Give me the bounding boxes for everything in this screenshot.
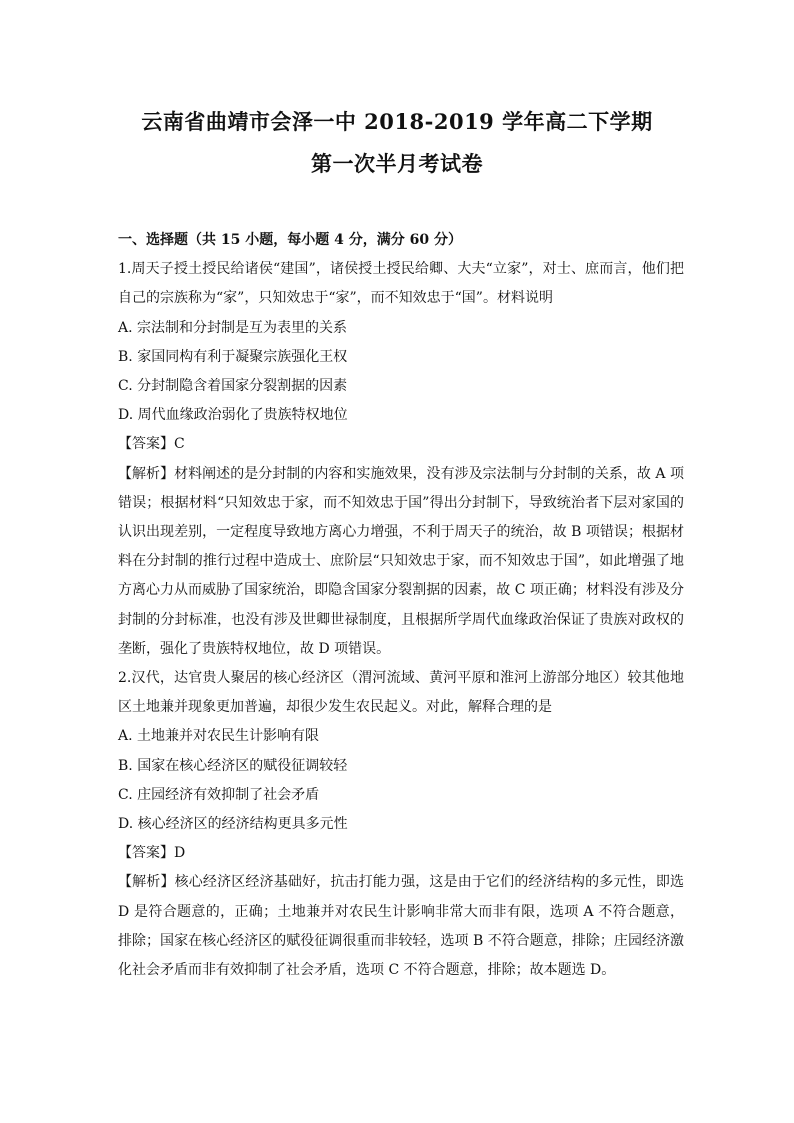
answer-line <box>118 430 684 459</box>
analysis-label: 【解析】 <box>118 874 175 891</box>
analysis-paragraph <box>118 460 684 664</box>
answer-line <box>118 839 684 868</box>
exam-content <box>118 226 684 985</box>
option-c: C. 庄园经济有效抑制了社会矛盾 <box>118 786 320 803</box>
option-a: A. 宗法制和分封制是互为表里的关系 <box>118 319 348 336</box>
option-d: D. 核心经济区的经济结构更具多元性 <box>118 816 348 833</box>
answer-label: 【答案】 <box>118 436 174 453</box>
question-stem: 2.汉代，达官贵人聚居的核心经济区（渭河流域、黄河平原和淮河上游部分地区）较其他地区土地兼并现象更加普遍，却很少发生农民起义。对此，解释合理的是 <box>118 670 684 716</box>
question-1 <box>118 255 684 664</box>
section-heading: 一、选择题（共 15 小题，每小题 4 分，满分 60 分） <box>118 232 462 248</box>
exam-title-line2: 第一次半月考试卷 <box>311 151 483 176</box>
question-2 <box>118 664 684 985</box>
analysis-label: 【解析】 <box>118 465 175 482</box>
analysis-text: 核心经济区经济基础好，抗击打能力强，这是由于它们的经济结构的多元性，即选 D 是符合题意的，正确；土地兼并对农民生计影响非常大而非有限，选项 A 不符合题意，排除；国家在核心经济区的赋役征调很重而非较轻，选项 B 不符合题意，排除；庄园经济激化社会矛盾而非有效抑制了社会矛盾，选项 C 不符合题意，排除；故本题选 D。 <box>118 874 685 979</box>
option-a: A. 土地兼并对农民生计影响有限 <box>118 728 320 745</box>
question-stem: 1.周天子授土授民给诸侯“建国”，诸侯授土授民给卿、大夫“立家”，对士、庶而言，他们把自己的宗族称为“家”，只知效忠于“家”，而不知效忠于“国”。材料说明 <box>118 261 684 307</box>
answer-value: D <box>174 845 186 862</box>
option-b: B. 家国同构有利于凝聚宗族强化王权 <box>118 348 348 365</box>
answer-label: 【答案】 <box>118 845 174 862</box>
option-d: D. 周代血缘政治弱化了贵族特权地位 <box>118 407 348 424</box>
option-b: B. 国家在核心经济区的赋役征调较轻 <box>118 757 348 774</box>
analysis-paragraph <box>118 868 684 985</box>
answer-value: C <box>174 436 185 453</box>
option-c: C. 分封制隐含着国家分裂割据的因素 <box>118 378 348 395</box>
exam-title-line1: 云南省曲靖市会泽一中 2018-2019 学年高二下学期 <box>141 109 653 134</box>
analysis-text: 材料阐述的是分封制的内容和实施效果，没有涉及宗法制与分封制的关系，故 A 项错误；根据材料“只知效忠于家，而不知效忠于国”得出分封制下，导致统治者下层对家国的认识出现差别，一定程度导致地方离心力增强，不利于周天子的统治，故 B 项错误；根据材料在分封制的推行过程中造成士、庶阶层“只知效忠于家，而不知效忠于国”，如此增强了地方离心力从而威胁了国家统治，即隐含国家分裂割据的因素，故 C 项正确；材料没有涉及分封制的分封标准，也没有涉及世卿世禄制度，且根据所学周代血缘政治保证了贵族对政权的垄断，强化了贵族特权地位，故 D 项错误。 <box>118 465 685 657</box>
